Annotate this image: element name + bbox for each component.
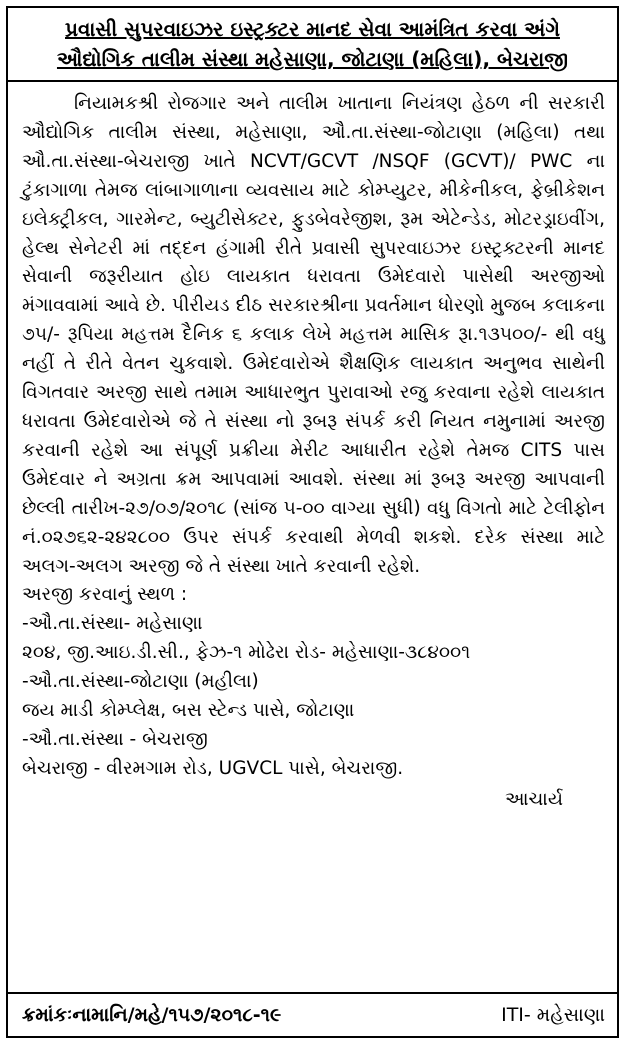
main-paragraph: નિયામકશ્રી રોજગાર અને તાલીમ ખાતાના નિયંત્રણ હેઠળ ની સરકારી ઔદ્યોગિક તાલીમ સંસ્થા, મહેસાણા, ઔ.તા.સંસ્થા-જોટાણા (મહિલા) તથા ઔ.તા.સંસ્થા-બેચરાજી ખાતે NCVT/GCVT /NSQF (GCVT)/ PWC ના ટુંકાગાળા તેમજ લાંબાગાળાના વ્યવસાય માટે કોમ્પ્યુટર, મીકેનીકલ, ફેબ્રીકેશન ઇલેક્ટ્રીકલ, ગારમેન્ટ, બ્યુટીસેક્ટર, ફુડબેવરેજીશ, રૂમ એટેન્ડેડ, મોટરડ્રાઇવીંગ, હેલ્થ સેનેટરી માં તદ્દન હંગામી રીતે પ્રવાસી સુપરવાઇઝર ઇસ્ટ્રક્ટરની માનદ સેવાની જરૂરીયાત હોઇ લાયકાત ધરાવતા ઉમેદવારો પાસેથી અરજીઓ મંગાવવામાં આવે છે. પીરીયડ દીઠ સરકારશ્રીના પ્રવર્તમાન ધોરણો મુજબ કલાકના ૭૫/- રૂપિયા મહત્તમ દૈનિક ૬ કલાક લેખે મહત્તમ માસિક રૂા.૧૩૫૦૦/- થી વધુ નહીં તે રીતે વેતન ચુકવાશે. ઉમેદવારોએ શૈક્ષણિક લાયકાત અનુભવ સાથેની વિગતવાર અરજી સાથે તમામ આધારભુત પુરાવાઓ રજુ કરવાના રહેશે લાયકાત ધરાવતા ઉમેદવારોએ જે તે સંસ્થા નો રૂબરૂ સંપર્ક કરી નિયત નમુનામાં અરજી કરવાની રહેશે આ સંપૂર્ણ પ્રક્રીયા મેરીટ આધારીત રહેશે તેમજ CITS પાસ ઉમેદવાર ને અગ્રતા ક્રમ આપવામાં આવશે. સંસ્થા માં રૂબરૂ અરજી આપવાની છેલ્લી તારીખ-૨૭/૦૭/૨૦૧૮ (સાંજ ૫-૦૦ વાગ્યા સુધી) વધુ વિગતો માટે ટેલીફોન નં.૦૨૭૬૨-૨૪૨૮૦૦ ઉપર સંપર્ક કરવાથી મેળવી શકશે. દરેક સંસ્થા માટે અલગ-અલગ અરજી જે તે સંસ્થા ખાતે કરવાની રહેશે. [22, 93, 605, 577]
notice [6, 6, 619, 1038]
reference-number: ક્રમાંકઃનામાનિ/મહે/૧૫૭/૨૦૧૮-૧૯ [22, 1004, 282, 1026]
address-line: જય માડી કોમ્પ્લેક્ષ, બસ સ્ટેન્ડ પાસે, જોટાણા [22, 700, 355, 722]
address-block [22, 581, 605, 783]
notice-footer [8, 992, 617, 1036]
address-line: -ઔ.તા.સંસ્થા- મહેસાણા [22, 613, 203, 635]
title-line-1: પ્રવાસી સુપરવાઇઝર ઇસ્ટ્રક્ટર માનદ સેવા આમંત્રિત કરવા અંગે [65, 17, 560, 41]
address-heading: અરજી કરવાનું સ્થળ : [22, 584, 188, 606]
address-line: -ઔ.તા.સંસ્થા - બેચરાજી [22, 728, 208, 750]
signature-row [22, 784, 605, 814]
notice-header [8, 8, 617, 82]
issuing-office: ITI- મહેસાણા [501, 1004, 605, 1026]
address-line: બેચરાજી - વીરમગામ રોડ, UGVCL પાસે, બેચરાજી. [22, 757, 404, 779]
address-line: -ઔ.તા.સંસ્થા-જોટાણા (મહીલા) [22, 671, 259, 693]
title-line-2: ઔદ્યોગિક તાલીમ સંસ્થા મહેસાણા, જોટાણા (મહિલા), બેચરાજી [56, 47, 569, 71]
address-line: ૨૦૪, જી.આઇ.ડી.સી., ફેઝ-૧ મોઢેરા રોડ- મહેસાણા-૩૮૪૦૦૧ [22, 642, 471, 664]
notice-body [8, 82, 617, 814]
signature: આચાર્ય [504, 788, 563, 810]
